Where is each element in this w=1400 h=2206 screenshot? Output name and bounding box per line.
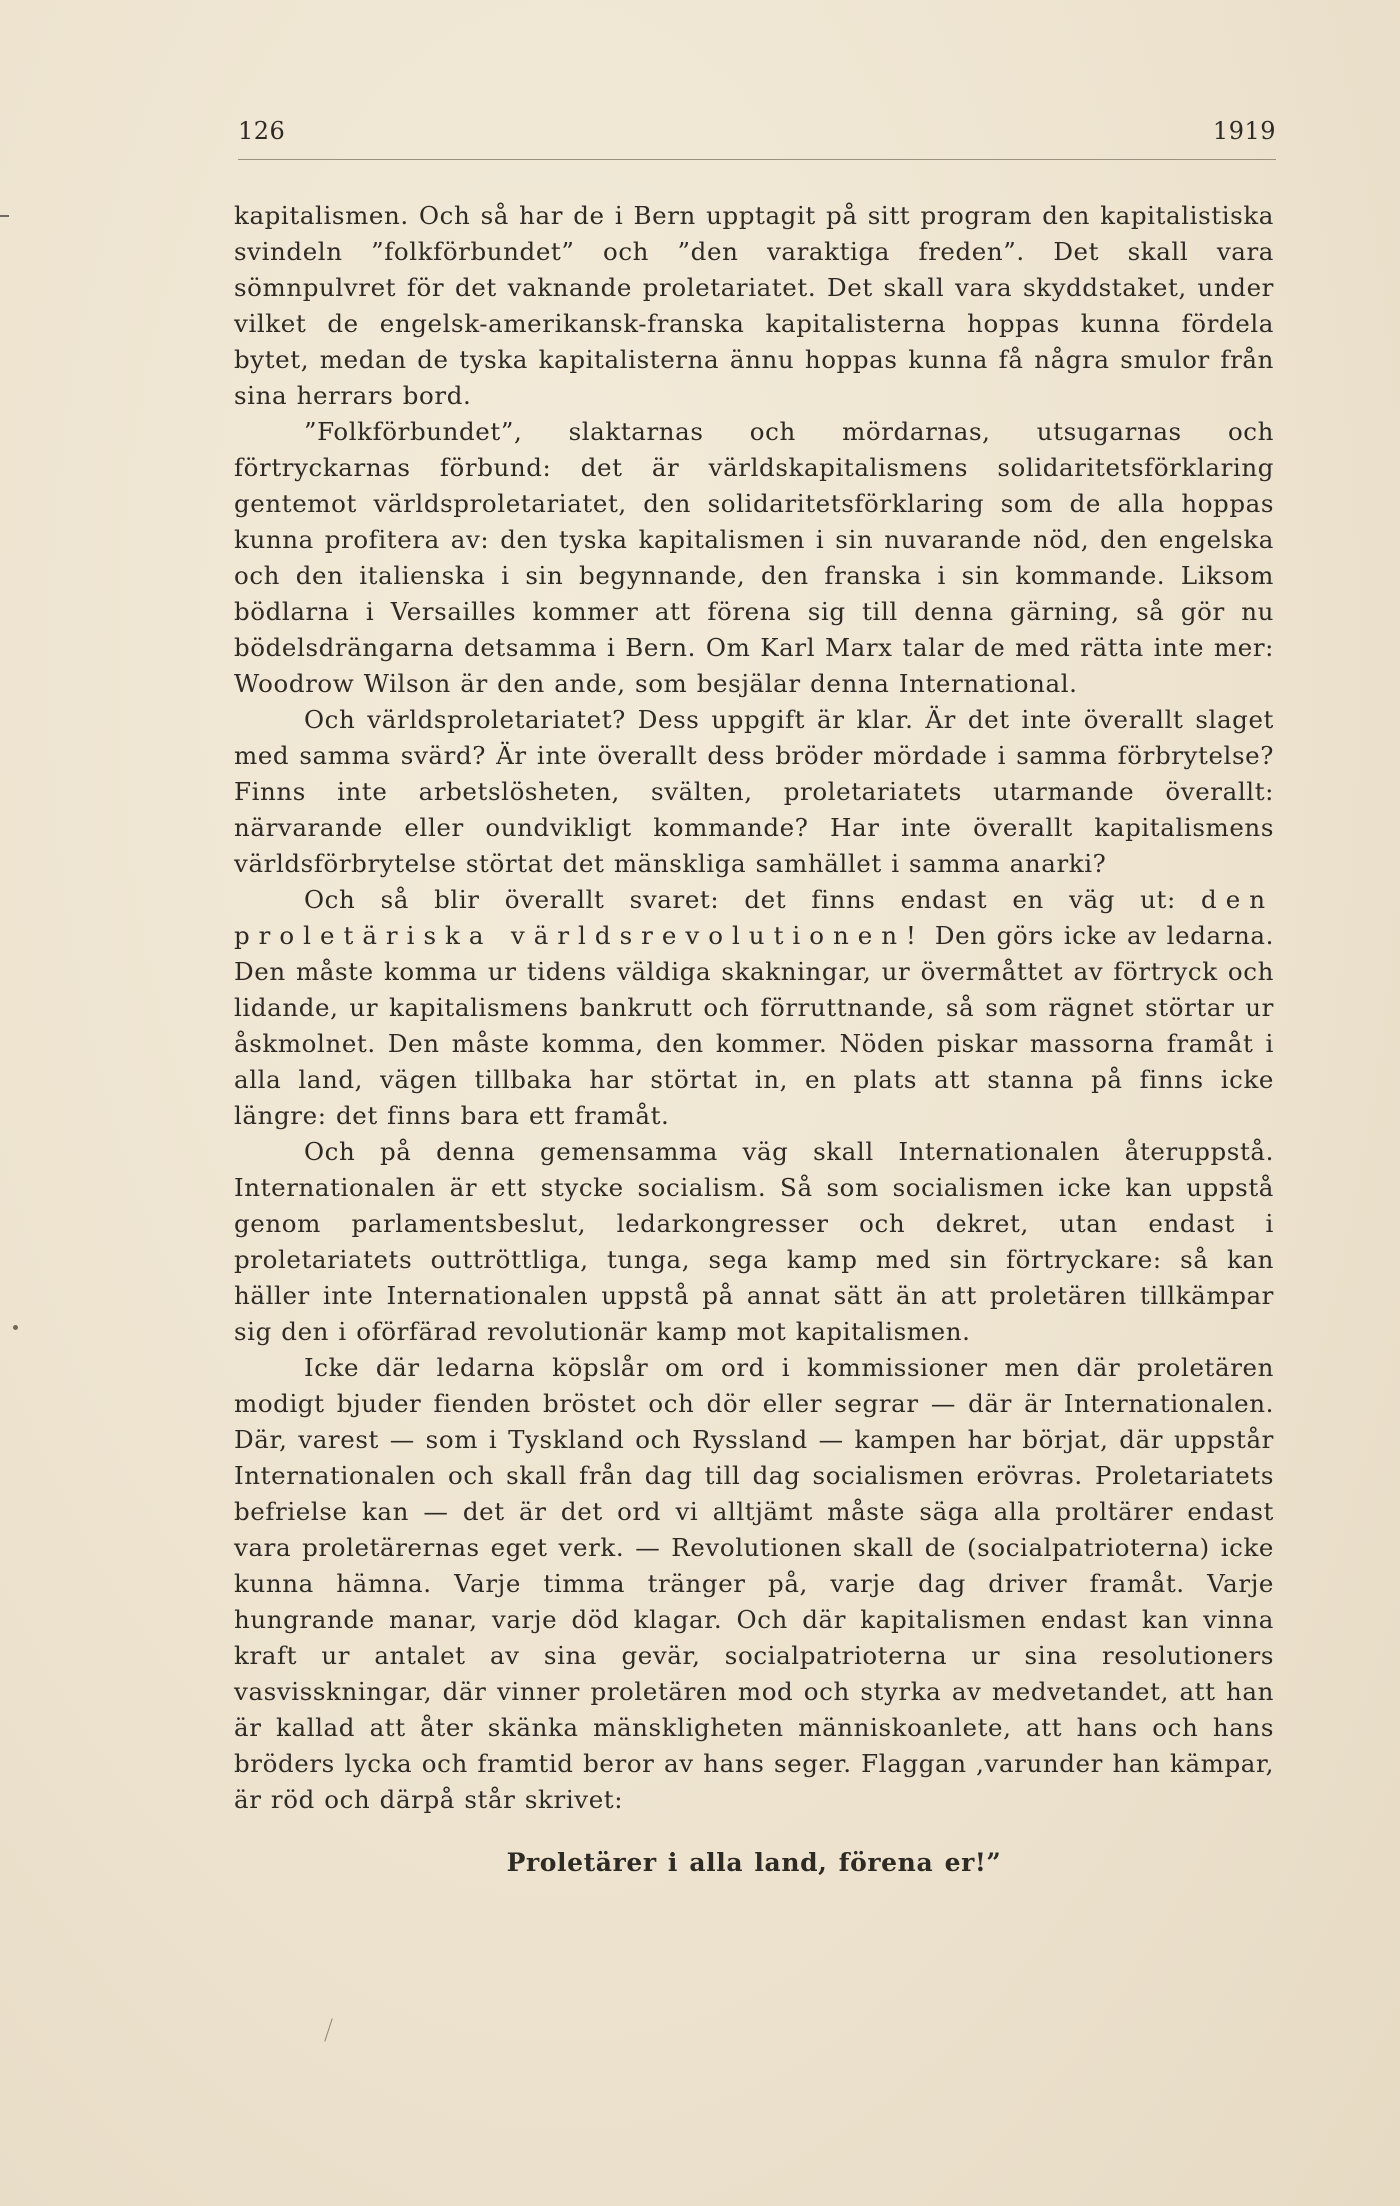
stray-pencil-mark (324, 2018, 332, 2041)
closing-slogan: Proletärer i alla land, förena er!” (506, 1848, 1002, 1877)
spaced-emphasis: den proletäriska världsrevolutionen! (234, 885, 1274, 950)
paragraph-2: ”Folkförbundet”, slaktarnas och mördarnas, utsugarnas och förtryckarnas förbund: det är världskapitalismens solidaritetsförklaring gentemot världsproletariatet, den solidaritetsförklaring som de alla hoppas kunna profitera av: den tyska kapitalismen i sin nuvarande nöd, den engelska och den italienska i sin begynnande, den franska i sin kommande. Liksom bödlarna i Versailles kommer att förena sig till denna gärning, så gör nu bödelsdrängarna detsamma i Bern. Om Karl Marx talar de med rätta inte mer: Woodrow Wilson är den ande, som besjälar denna International. (234, 417, 1274, 698)
paragraph-5: Och på denna gemensamma väg skall Internationalen återuppstå. Internationalen är ett stycke socialism. Så som socialismen icke kan uppstå genom parlamentsbeslut, ledarkongresser och dekret, utan endast i proletariatets outtröttliga, tunga, sega kamp med sin förtryckare: så kan häller inte Internationalen uppstå på annat sätt än att proletären tillkämpar sig den i oförfärad revolutionär kamp mot kapitalismen. (234, 1137, 1274, 1346)
paragraph-4-rest: Den görs icke av ledarna. Den måste komma ur tidens väldiga skakningar, ur övermåttet av förtryck och lidande, ur kapitalismens bankrutt och förruttnande, så som rägnet störtar ur åskmolnet. Den måste komma, den kommer. Nöden piskar massorna framåt i alla land, vägen tillbaka har störtat in, en plats att stanna på finns icke längre: det finns bara ett framåt. (234, 921, 1274, 1130)
header-year: 1919 (1212, 117, 1276, 145)
paragraph-6: Icke där ledarna köpslår om ord i kommissioner men där proletären modigt bjuder fienden bröstet och dör eller segrar — där är Internationalen. Där, varest — som i Tyskland och Ryssland — kampen har börjat, där uppstår Internationalen och skall från dag till dag socialismen erövras. Proletariatets befrielse kan — det är det ord vi alltjämt måste säga alla proltärer endast vara proletärernas eget verk. — Revolutionen skall de (socialpatrioterna) icke kunna hämna. Varje timma tränger på, varje dag driver framåt. Varje hungrande manar, varje död klagar. Och där kapitalismen endast kan vinna kraft ur antalet av sina gevär, socialpatrioterna ur sina resolutioners vasvisskningar, där vinner proletären mod och styrka av medvetandet, att han är kallad att åter skänka mänskligheten människoanlete, att hans och hans bröders lycka och framtid beror av hans seger. Flaggan ,varunder han kämpar, är röd och därpå står skrivet: (234, 1353, 1274, 1814)
page-number: 126 (238, 117, 286, 145)
margin-tick-mark (0, 215, 9, 217)
margin-dot-mark (13, 1325, 18, 1330)
page-header (238, 113, 1276, 160)
body-text (234, 198, 1274, 1881)
paragraph-4-lead: Och så blir överallt svaret: det finns endast en väg ut: (304, 885, 1202, 914)
paragraph-3: Och världsproletariatet? Dess uppgift är klar. Är det inte överallt slaget med samma svärd? Är inte överallt dess bröder mördade i samma förbrytelse? Finns inte arbetslösheten, svälten, proletariatets utarmande överallt: närvarande eller oundvikligt kommande? Har inte överallt kapitalismens världsförbrytelse störtat det mänskliga samhället i samma anarki? (234, 705, 1274, 878)
paragraph-1: kapitalismen. Och så har de i Bern upptagit på sitt program den kapitalistiska svindeln ”folkförbundet” och ”den varaktiga freden”. Det skall vara sömnpulvret för det vaknande proletariatet. Det skall vara skyddstaket, under vilket de engelsk-amerikansk-franska kapitalisterna hoppas kunna fördela bytet, medan de tyska kapitalisterna ännu hoppas kunna få några smulor från sina herrars bord. (234, 201, 1274, 410)
paragraph-4 (234, 882, 1274, 1134)
